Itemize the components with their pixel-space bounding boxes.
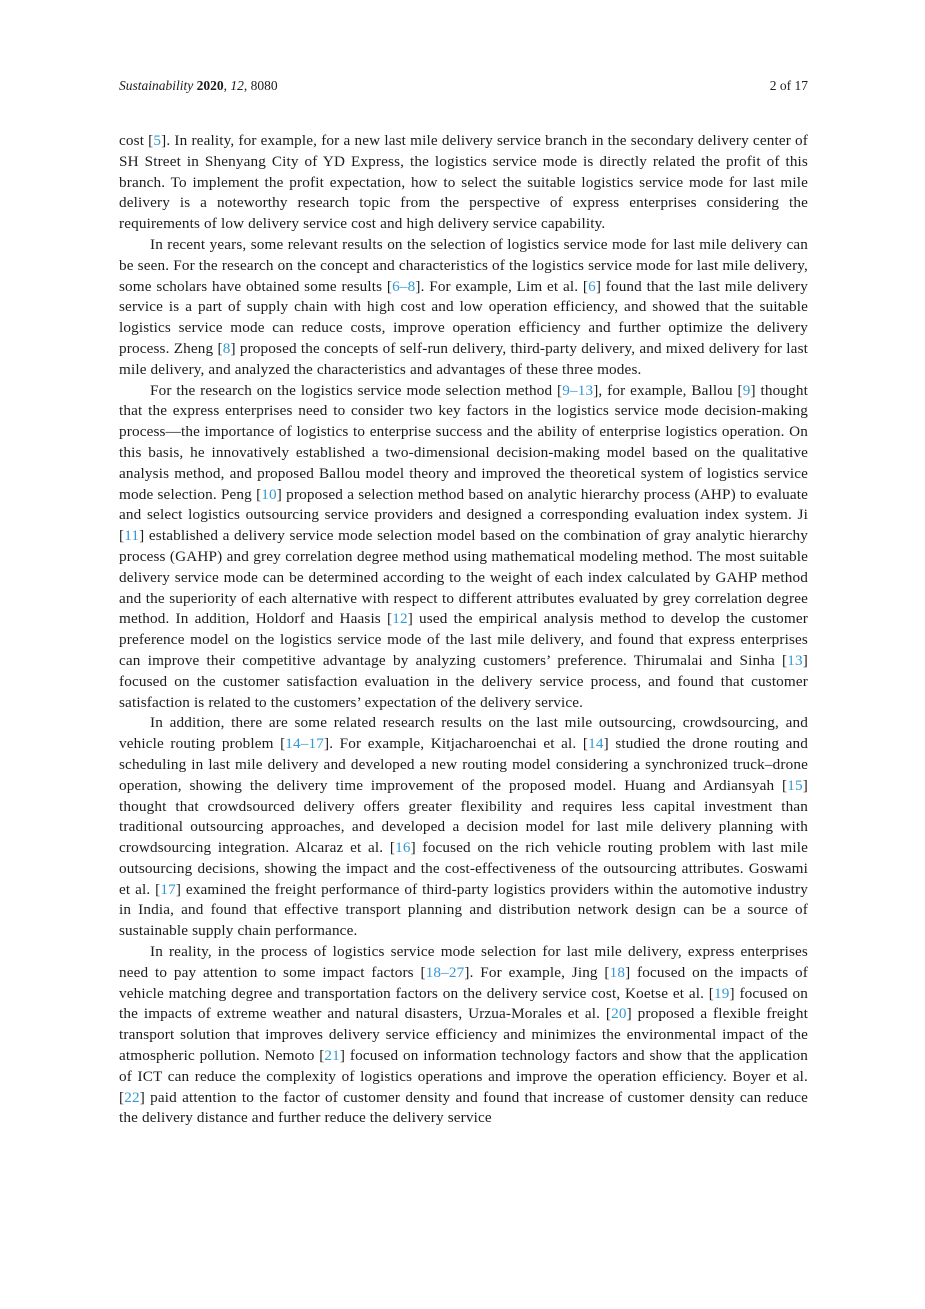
citation-link[interactable]: 14 (588, 735, 604, 753)
journal-article-number: , 8080 (243, 78, 278, 93)
citation-link[interactable]: 11 (124, 527, 140, 545)
citation-link[interactable]: 18 (609, 963, 626, 981)
paragraph: In recent years, some relevant results on the selection of logistics service mode for last mile delivery can be seen. For the research on the concept and characteristics of the logistics service mode for last mile delivery, some scholars have obtained some results [6–8]. For example, Lim et al. [6] found that the last mile delivery service is a part of supply chain with high cost and low operation efficiency, and showed that the suitable logistics service mode can reduce costs, improve operation efficiency and further optimize the delivery process. Zheng [8] proposed the concepts of self-run delivery, third-party delivery, and mixed delivery for last mile delivery, and analyzed the characteristics and advantages of these three modes. (119, 235, 809, 378)
running-header (119, 78, 808, 94)
journal-volume: 12 (230, 78, 244, 93)
journal-separator: , (223, 78, 231, 93)
citation-link[interactable]: 12 (392, 610, 408, 628)
page-number: 2 of 17 (769, 78, 808, 93)
citation-link[interactable]: 17 (160, 880, 176, 898)
citation-link[interactable]: 5 (153, 132, 162, 149)
citation-link[interactable]: 10 (261, 485, 277, 503)
article-body (119, 131, 808, 1129)
paragraph: In addition, there are some related research results on the last mile outsourcing, crowdsourcing, and vehicle routing problem [14–17]. For example, Kitjacharoenchai et al. [14] studied the drone routing and scheduling in last mile delivery and developed a new routing model considering a synchronized truck–drone operation, showing the delivery time improvement of the proposed model. Huang and Ardiansyah [15] thought that crowdsourced delivery offers greater flexibility and requires less capital investment than traditional outsourcing approaches, and developed a decision model for last mile delivery planning with crowdsourcing integration. Alcaraz et al. [16] focused on the rich vehicle routing problem with last mile outsourcing decisions, showing the impact and the cost-effectiveness of the outsourcing attributes. Goswami et al. [17] examined the freight performance of third-party logistics providers within the automotive industry in India, and found that effective transport planning and distribution network design can be a source of sustainable supply chain performance. (119, 714, 808, 940)
citation-link[interactable]: 22 (124, 1088, 140, 1106)
citation-link[interactable]: 20 (611, 1005, 627, 1023)
citation-link[interactable]: 19 (714, 984, 730, 1002)
citation-link[interactable]: 21 (324, 1047, 340, 1065)
paragraph: For the research on the logistics service mode selection method [9–13], for example, Ballou [9] thought that the express enterprises need to consider two key factors in the logistics service mode decision-making process—the importance of logistics to enterprise success and the ability of enterprise logistics operation. On this basis, he innovatively established a two-dimensional decision-making model based on the qualitative analysis method, and proposed Ballou model theory and improved the theoretical system of logistics service mode selection. Peng [10] proposed a selection method based on analytic hierarchy process (AHP) to evaluate and select logistics outsourcing service providers and designed a corresponding evaluation index system. Ji [11] established a delivery service mode selection model based on the combination of gray analytic hierarchy process (GAHP) and grey correlation degree method using mathematical modeling method. The most suitable delivery service mode can be determined according to the weight of each index calculated by GAHP method and the superiority of each alternative with respect to different attributes evaluated by grey correlation degree method. In addition, Holdorf and Haasis [12] used the empirical analysis method to develop the customer preference model on the logistics service mode of the last mile delivery, and found that express enterprises can improve their competitive advantage by analyzing customers’ preference. Thirumalai and Sinha [13] focused on the customer satisfaction evaluation in the delivery service process, and found that customer satisfaction is related to the customers’ expectation of the delivery service. (119, 381, 809, 711)
citation-link[interactable]: 6 (588, 277, 596, 295)
paragraph: In reality, in the process of logistics service mode selection for last mile delivery, express enterprises need to pay attention to some impact factors [18–27]. For example, Jing [18] focused on the impacts of vehicle matching degree and transportation factors on the delivery service cost, Koetse et al. [19] focused on the impacts of extreme weather and natural disasters, Urzua-Morales et al. [20] proposed a flexible freight transport solution that improves delivery service efficiency and minimizes the environmental impact of the atmospheric pollution. Nemoto [21] focused on information technology factors and show that the application of ICT can reduce the complexity of logistics operations and improve the operation efficiency. Boyer et al. [22] paid attention to the factor of customer density and found that increase of customer density can reduce the delivery distance and further reduce the delivery service (119, 943, 808, 1127)
paragraph: cost [5]. In reality, for example, for a new last mile delivery service branch in the secondary delivery center of SH Street in Shenyang City of YD Express, the logistics service mode is directly related the profit of this branch. To implement the profit expectation, how to select the suitable logistics service mode for last mile delivery is a noteworthy research topic from the perspective of express enterprises considering the requirements of low delivery service cost and high delivery service capability. (119, 132, 808, 233)
citation-link[interactable]: 16 (395, 839, 411, 857)
citation-link[interactable]: 9 (742, 381, 751, 399)
citation-link[interactable]: 18–27 (425, 963, 465, 981)
citation-link[interactable]: 8 (222, 339, 231, 357)
citation-link[interactable]: 6–8 (392, 277, 416, 295)
citation-link[interactable]: 9–13 (562, 381, 594, 399)
journal-name: Sustainability (119, 78, 194, 93)
journal-year: 2020 (196, 78, 224, 93)
citation-link[interactable]: 15 (787, 776, 803, 794)
citation-link[interactable]: 14–17 (285, 735, 325, 753)
journal-reference (119, 78, 278, 94)
citation-link[interactable]: 13 (787, 651, 803, 669)
